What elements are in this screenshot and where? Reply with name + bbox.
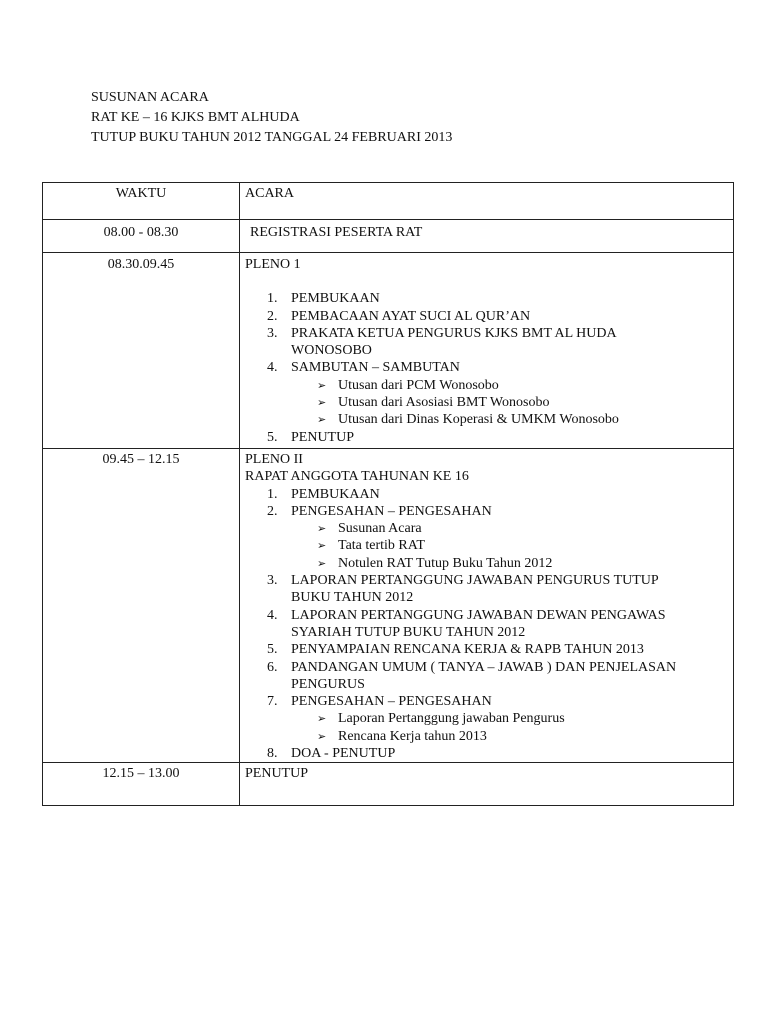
arrow-bullet-icon: ➢ xyxy=(317,556,327,570)
list-item xyxy=(245,641,733,658)
item-text: LAPORAN PERTANGGUNG JAWABAN DEWAN PENGAWAS xyxy=(291,607,666,623)
item-number: 3. xyxy=(267,325,278,341)
table-header-row xyxy=(43,183,734,220)
item-number: 1. xyxy=(267,486,278,502)
list-item xyxy=(245,290,733,307)
item-text-continued: BUKU TAHUN 2012 xyxy=(291,590,414,606)
list-item xyxy=(245,572,733,607)
item-number: 1. xyxy=(267,291,278,307)
agenda-list xyxy=(245,290,733,446)
header-acara: ACARA xyxy=(240,183,734,220)
table-row xyxy=(43,448,734,762)
heading-line-2: RAT KE – 16 KJKS BMT ALHUDA xyxy=(91,110,300,125)
item-text: PENUTUP xyxy=(291,429,355,445)
list-item xyxy=(245,503,733,520)
item-text-continued: PENGURUS xyxy=(291,676,365,692)
sub-item: ➢ Rencana Kerja tahun 2013 xyxy=(317,728,487,744)
row-title: PLENO 1 xyxy=(245,257,301,272)
sub-item: ➢ Notulen RAT Tutup Buku Tahun 2012 xyxy=(317,555,553,571)
sub-item: ➢ Utusan dari Dinas Koperasi & UMKM Wonosobo xyxy=(317,412,619,428)
row-content xyxy=(240,448,734,762)
item-number: 3. xyxy=(267,573,278,589)
sub-item: ➢ Susunan Acara xyxy=(317,521,422,537)
list-item xyxy=(245,308,733,325)
row-time: 12.15 – 13.00 xyxy=(43,763,240,806)
sub-item: ➢ Utusan dari Asosiasi BMT Wonosobo xyxy=(317,395,550,411)
item-text: PEMBUKAAN xyxy=(291,486,380,502)
arrow-bullet-icon: ➢ xyxy=(317,378,327,392)
arrow-bullet-icon: ➢ xyxy=(317,413,327,427)
item-text: PENYAMPAIAN RENCANA KERJA & RAPB TAHUN 2013 xyxy=(291,642,644,658)
list-item xyxy=(245,359,733,376)
list-item xyxy=(245,607,733,642)
list-item xyxy=(245,325,733,360)
item-text: PEMBACAAN AYAT SUCI AL QUR’AN xyxy=(291,308,531,324)
document-heading xyxy=(91,88,452,148)
list-item xyxy=(245,429,733,446)
arrow-bullet-icon: ➢ xyxy=(317,539,327,553)
item-number: 8. xyxy=(267,746,278,762)
arrow-bullet-icon: ➢ xyxy=(317,396,327,410)
item-number: 4. xyxy=(267,607,278,623)
item-text: PRAKATA KETUA PENGURUS KJKS BMT AL HUDA xyxy=(291,325,617,341)
header-waktu: WAKTU xyxy=(43,183,240,220)
heading-line-1: SUSUNAN ACARA xyxy=(91,90,209,105)
row-content xyxy=(240,253,734,449)
heading-line-3: TUTUP BUKU TAHUN 2012 TANGGAL 24 FEBRUARI 2013 xyxy=(91,130,453,145)
item-text-continued: WONOSOBO xyxy=(291,343,372,359)
item-number: 4. xyxy=(267,360,278,376)
list-item xyxy=(245,693,733,710)
sub-list xyxy=(245,710,733,745)
item-number: 5. xyxy=(267,642,278,658)
item-number: 2. xyxy=(267,503,278,519)
item-text: LAPORAN PERTANGGUNG JAWABAN PENGURUS TUTUP xyxy=(291,573,659,589)
item-number: 7. xyxy=(267,694,278,710)
list-item xyxy=(245,745,733,762)
sub-item: ➢ Laporan Pertanggung jawaban Pengurus xyxy=(317,711,565,727)
table-row xyxy=(43,763,734,806)
agenda-list xyxy=(245,486,733,763)
sub-list xyxy=(245,377,733,429)
row-subtitle: RAPAT ANGGOTA TAHUNAN KE 16 xyxy=(245,469,469,485)
list-item xyxy=(245,486,733,503)
item-text: SAMBUTAN – SAMBUTAN xyxy=(291,360,460,376)
row-title: PENUTUP xyxy=(240,763,734,806)
table-row xyxy=(43,253,734,449)
sub-item: ➢ Tata tertib RAT xyxy=(317,538,425,554)
row-time: 08.00 - 08.30 xyxy=(43,220,240,253)
item-text-continued: SYARIAH TUTUP BUKU TAHUN 2012 xyxy=(291,624,526,640)
row-title: REGISTRASI PESERTA RAT xyxy=(240,220,734,253)
arrow-bullet-icon: ➢ xyxy=(317,522,327,536)
list-item xyxy=(245,659,733,694)
item-text: PANDANGAN UMUM ( TANYA – JAWAB ) DAN PENJELASAN xyxy=(291,659,677,675)
item-text: PENGESAHAN – PENGESAHAN xyxy=(291,694,492,710)
row-time: 09.45 – 12.15 xyxy=(43,448,240,762)
sub-list xyxy=(245,520,733,572)
table-row xyxy=(43,220,734,253)
item-text: PENGESAHAN – PENGESAHAN xyxy=(291,503,492,519)
item-number: 2. xyxy=(267,308,278,324)
row-title: PLENO II xyxy=(245,451,303,467)
sub-item: ➢ Utusan dari PCM Wonosobo xyxy=(317,377,499,393)
item-text: DOA - PENUTUP xyxy=(291,746,396,762)
arrow-bullet-icon: ➢ xyxy=(317,729,327,743)
arrow-bullet-icon: ➢ xyxy=(317,712,327,726)
item-number: 6. xyxy=(267,659,278,675)
row-time: 08.30.09.45 xyxy=(43,253,240,449)
item-text: PEMBUKAAN xyxy=(291,291,380,307)
schedule-table xyxy=(42,182,734,806)
item-number: 5. xyxy=(267,429,278,445)
